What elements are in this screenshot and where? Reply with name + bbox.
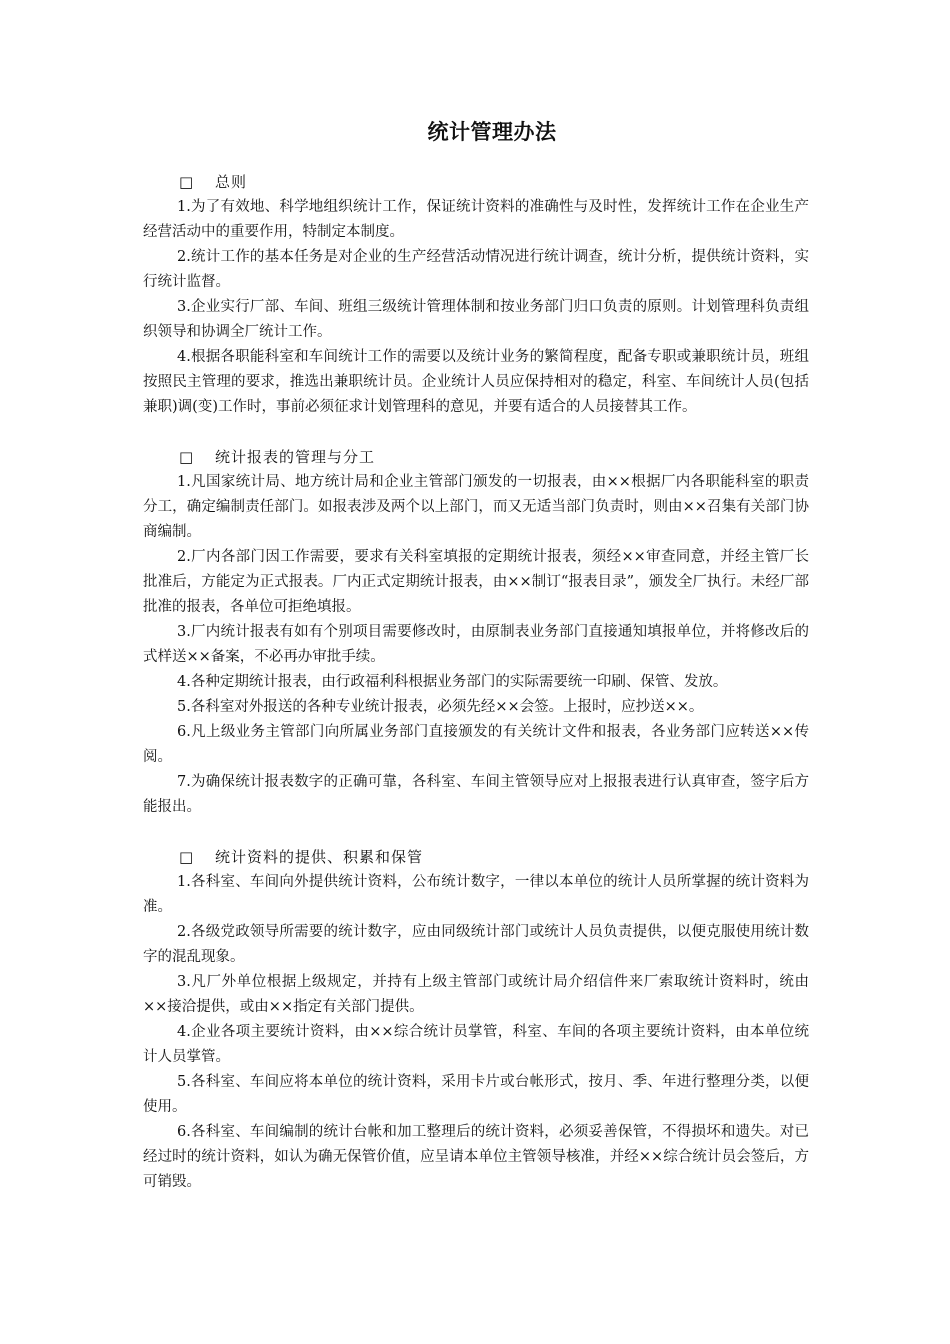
paragraph: 2.厂内各部门因工作需要，要求有关科室填报的定期统计报表，须经××审查同意，并经主管厂长批准后，方能定为正式报表。厂内正式定期统计报表，由××制订“报表目录”，颁发全厂执行。未经厂部批准的报表，各单位可拒绝填报。 <box>143 549 809 615</box>
paragraph: 4.各种定期统计报表，由行政福利科根据业务部门的实际需要统一印刷、保管、发放。 <box>177 674 728 690</box>
paragraph: 2.统计工作的基本任务是对企业的生产经营活动情况进行统计调查，统计分析，提供统计资料，实行统计监督。 <box>143 249 809 290</box>
section-heading <box>143 170 809 195</box>
paragraph: 3.凡厂外单位根据上级规定，并持有上级主管部门或统计局介绍信件来厂索取统计资料时，统由××接洽提供，或由××指定有关部门提供。 <box>143 974 809 1015</box>
section-heading-text: 总则 <box>215 173 248 191</box>
document-body <box>143 170 809 1195</box>
paragraph: 1.各科室、车间向外提供统计资料，公布统计数字，一律以本单位的统计人员所掌握的统计资料为准。 <box>143 874 809 915</box>
document-title: 统计管理办法 <box>427 120 557 144</box>
section-general <box>143 170 809 420</box>
paragraph: 5.各科室、车间应将本单位的统计资料，采用卡片或台帐形式，按月、季、年进行整理分类，以便使用。 <box>143 1074 809 1115</box>
section-data-provision <box>143 845 809 1195</box>
paragraph: 1.凡国家统计局、地方统计局和企业主管部门颁发的一切报表，由××根据厂内各职能科室的职责分工，确定编制责任部门。如报表涉及两个以上部门，而又无适当部门负责时，则由××召集有关部门协商编制。 <box>143 474 809 540</box>
paragraph: 5.各科室对外报送的各种专业统计报表，必须先经××会签。上报时，应抄送××。 <box>177 699 704 715</box>
paragraph: 3.厂内统计报表有如有个别项目需要修改时，由原制表业务部门直接通知填报单位，并将修改后的式样送××备案，不必再办审批手续。 <box>143 624 809 665</box>
paragraph: 2.各级党政领导所需要的统计数字，应由同级统计部门或统计人员负责提供，以便克服使用统计数字的混乱现象。 <box>143 924 809 965</box>
checkbox-square-icon: □ <box>179 848 195 866</box>
paragraph: 6.各科室、车间编制的统计台帐和加工整理后的统计资料，必须妥善保管，不得损坏和遗失。对已经过时的统计资料，如认为确无保管价值，应呈请本单位主管领导核准，并经××综合统计员会签后，方可销毁。 <box>143 1124 809 1190</box>
paragraph: 3.企业实行厂部、车间、班组三级统计管理体制和按业务部门归口负责的原则。计划管理科负责组织领导和协调全厂统计工作。 <box>143 299 809 340</box>
section-report-management <box>143 445 809 820</box>
paragraph: 1.为了有效地、科学地组织统计工作，保证统计资料的准确性与及时性，发挥统计工作在企业生产经营活动中的重要作用，特制定本制度。 <box>143 199 809 240</box>
section-heading-text: 统计资料的提供、积累和保管 <box>215 848 424 866</box>
paragraph: 4.根据各职能科室和车间统计工作的需要以及统计业务的繁简程度，配备专职或兼职统计员，班组按照民主管理的要求，推选出兼职统计员。企业统计人员应保持相对的稳定，科室、车间统计人员(包括兼职)调(变)工作时，事前必须征求计划管理科的意见，并要有适合的人员接替其工作。 <box>143 349 809 415</box>
checkbox-square-icon: □ <box>179 448 195 466</box>
paragraph: 7.为确保统计报表数字的正确可靠，各科室、车间主管领导应对上报报表进行认真审查，签字后方能报出。 <box>143 774 809 815</box>
section-heading-text: 统计报表的管理与分工 <box>215 448 376 466</box>
paragraph: 6.凡上级业务主管部门向所属业务部门直接颁发的有关统计文件和报表，各业务部门应转送××传阅。 <box>143 724 809 765</box>
checkbox-square-icon: □ <box>179 173 195 191</box>
section-heading <box>143 845 809 870</box>
paragraph: 4.企业各项主要统计资料，由××综合统计员掌管，科室、车间的各项主要统计资料，由本单位统计人员掌管。 <box>143 1024 809 1065</box>
section-heading <box>143 445 809 470</box>
